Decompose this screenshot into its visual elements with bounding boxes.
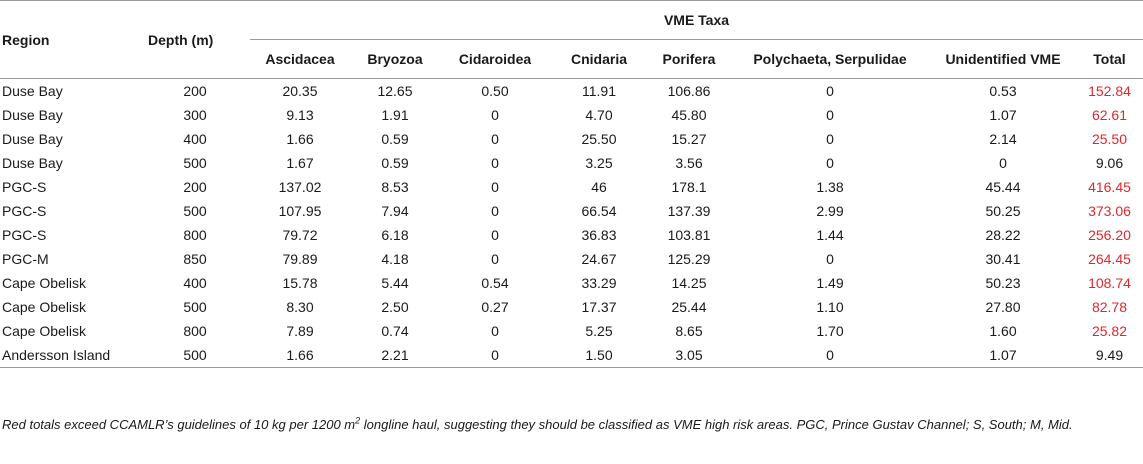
cell-total: 9.06 [1095,155,1124,171]
cell-total: 25.82 [1091,323,1128,339]
cell-value: 1.70 [816,323,844,339]
cell-depth: 300 [183,107,207,123]
cell-value: 25.44 [671,299,707,315]
cell-value: 11.91 [582,83,616,99]
table-row [0,247,1143,271]
cell-value: 8.65 [675,323,703,339]
cell-value: 0 [999,155,1007,171]
header-polychaeta-serpulidae: Polychaeta, Serpulidae [730,40,930,79]
footnote-text-2: longline haul, suggesting they should be classified as VME high risk areas. PGC, Prince Gustav Channel; S, South; M, Mid. [360,417,1073,432]
cell-value: 0 [491,227,499,243]
cell-value: 12.65 [377,83,413,99]
table-row [0,151,1143,175]
table-row [0,271,1143,295]
cell-value: 1.66 [250,343,350,368]
cell-value: 28.22 [985,227,1021,243]
cell-value: 1.50 [550,343,648,368]
cell-value: 79.89 [282,251,318,267]
header-unidentified-vme: Unidentified VME [930,40,1076,79]
cell-value: 46 [591,179,607,195]
cell-value: 125.29 [667,251,711,267]
cell-depth: 500 [183,155,207,171]
table-row [0,175,1143,199]
cell-value: 3.56 [675,155,703,171]
cell-total: 108.74 [1088,275,1131,291]
cell-value: 0 [491,251,499,267]
cell-value: 27.80 [985,299,1021,315]
cell-region: Duse Bay [2,155,63,171]
cell-depth: 200 [183,83,207,99]
cell-value: 0 [730,343,930,368]
cell-region: Cape Obelisk [2,323,87,339]
cell-value: 4.70 [585,107,613,123]
cell-value: 1.07 [989,107,1017,123]
cell-value: 20.35 [282,83,318,99]
cell-value: 0 [826,107,834,123]
cell-value: 1.07 [930,343,1076,368]
cell-region: Cape Obelisk [2,299,87,315]
cell-value: 15.27 [671,131,707,147]
cell-region: PGC-S [2,179,47,195]
cell-total: 416.45 [1088,179,1131,195]
cell-value: 0.54 [481,275,509,291]
cell-value: 5.25 [585,323,613,339]
cell-value: 25.50 [581,131,617,147]
cell-value: 66.54 [581,203,617,219]
cell-value: 50.23 [985,275,1021,291]
cell-value: 0.27 [481,299,509,315]
cell-value: 45.80 [671,107,707,123]
header-porifera: Porifera [648,40,730,79]
cell-region: PGC-S [2,203,47,219]
cell-value: 0.50 [481,83,509,99]
cell-value: 0.53 [989,83,1017,99]
cell-value: 24.67 [581,251,617,267]
cell-value: 2.14 [989,131,1017,147]
cell-value: 1.38 [816,179,844,195]
cell-value: 1.66 [286,131,314,147]
table-row [0,199,1143,223]
cell-total: 373.06 [1088,203,1131,219]
header-region: Region [0,1,140,79]
cell-depth: 800 [183,227,207,243]
cell-value: 2.21 [350,343,440,368]
cell-total: 256.20 [1088,227,1131,243]
cell-value: 36.83 [581,227,617,243]
header-cidaroidea: Cidaroidea [440,40,550,79]
cell-value: 7.94 [381,203,409,219]
cell-depth: 400 [183,275,207,291]
cell-total: 62.61 [1091,107,1128,123]
cell-value: 0 [491,107,499,123]
cell-value: 0 [491,203,499,219]
header-bryozoa: Bryozoa [350,40,440,79]
cell-value: 14.25 [671,275,707,291]
cell-region: Duse Bay [2,83,63,99]
cell-value: 15.78 [282,275,318,291]
cell-value: 1.44 [816,227,844,243]
cell-value: 0 [491,179,499,195]
cell-value: 8.30 [286,299,314,315]
cell-value: 1.60 [989,323,1017,339]
cell-value: 3.05 [648,343,730,368]
cell-total: 9.49 [1076,343,1143,368]
cell-value: 5.44 [381,275,409,291]
footnote-text-1: Red totals exceed CCAMLR’s guidelines of 10 kg per 1200 m [2,417,356,432]
table-row [0,127,1143,151]
cell-value: 0 [491,131,499,147]
cell-value: 1.10 [816,299,844,315]
cell-value: 1.91 [381,107,409,123]
cell-value: 178.1 [671,179,707,195]
cell-value: 79.72 [282,227,318,243]
cell-region: Andersson Island [0,343,140,368]
cell-value: 107.95 [278,203,322,219]
cell-total: 152.84 [1088,83,1131,99]
cell-value: 0 [826,131,834,147]
cell-value: 0.59 [381,131,409,147]
table-body [0,79,1143,368]
cell-value: 2.50 [381,299,409,315]
cell-region: Cape Obelisk [2,275,87,291]
cell-total: 264.45 [1088,251,1131,267]
cell-region: PGC-M [2,251,49,267]
cell-value: 1.67 [286,155,314,171]
cell-value: 0 [826,251,834,267]
cell-value: 33.29 [581,275,617,291]
cell-depth: 400 [183,131,207,147]
cell-value: 0 [826,83,834,99]
cell-region: Duse Bay [2,131,63,147]
header-vme-taxa: VME Taxa [250,1,1143,40]
table-row [0,79,1143,104]
cell-region: PGC-S [2,227,47,243]
cell-value: 50.25 [985,203,1021,219]
header-ascidacea: Ascidacea [250,40,350,79]
header-cnidaria: Cnidaria [550,40,648,79]
cell-value: 3.25 [585,155,613,171]
cell-value: 2.99 [816,203,844,219]
cell-depth: 500 [140,343,250,368]
cell-value: 8.53 [381,179,409,195]
cell-value: 45.44 [985,179,1021,195]
cell-depth: 850 [183,251,207,267]
cell-value: 6.18 [381,227,409,243]
cell-value: 103.81 [667,227,711,243]
table-row [0,343,1143,368]
cell-depth: 800 [183,323,207,339]
cell-value: 0 [491,155,499,171]
cell-region: Duse Bay [2,107,63,123]
cell-value: 1.49 [816,275,844,291]
cell-depth: 500 [183,299,207,315]
cell-value: 9.13 [286,107,314,123]
table-row [0,319,1143,343]
cell-value: 0.59 [381,155,409,171]
cell-depth: 500 [183,203,207,219]
cell-value: 7.89 [286,323,314,339]
cell-value: 30.41 [985,251,1021,267]
header-depth: Depth (m) [140,1,250,79]
cell-value: 4.18 [381,251,409,267]
cell-value: 0 [826,155,834,171]
cell-value: 0 [440,343,550,368]
footnote-superscript: 2 [355,415,361,426]
cell-value: 0 [491,323,499,339]
cell-value: 137.39 [667,203,711,219]
cell-value: 106.86 [667,83,711,99]
cell-total: 25.50 [1091,131,1128,147]
table-row [0,223,1143,247]
header-total: Total [1076,40,1143,79]
table-row [0,103,1143,127]
cell-depth: 200 [183,179,207,195]
cell-total: 82.78 [1091,299,1128,315]
cell-value: 17.37 [581,299,617,315]
cell-value: 137.02 [278,179,322,195]
table-footnote [2,415,1122,435]
cell-value: 0.74 [381,323,409,339]
table-row [0,295,1143,319]
